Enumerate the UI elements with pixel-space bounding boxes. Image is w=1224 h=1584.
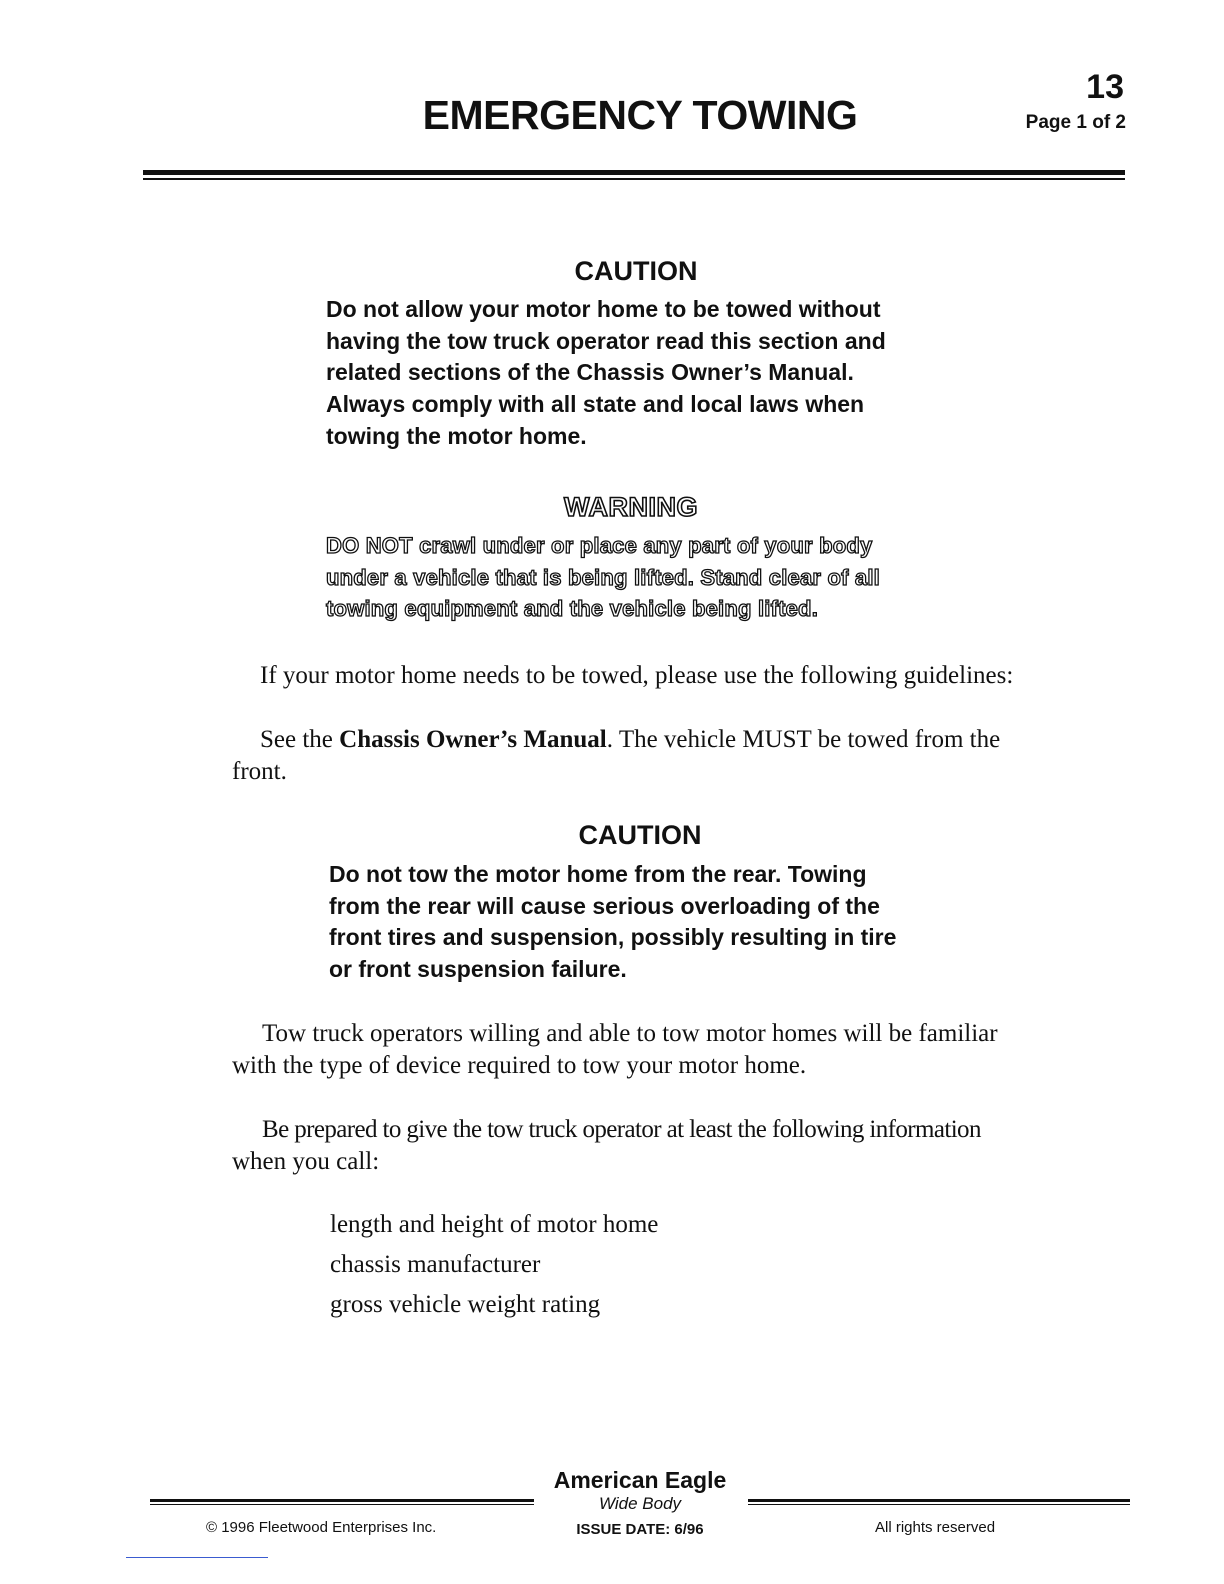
- caution-heading: CAUTION: [574, 256, 698, 286]
- footer-rule-right: [748, 1499, 1130, 1502]
- tow-operators-line-1: Tow truck operators willing and able to tow motor homes will be familiar: [262, 1020, 998, 1047]
- footer-rights: All rights reserved: [875, 1519, 996, 1536]
- caution-line: related sections of the Chassis Owner’s Manual.: [326, 359, 854, 386]
- scan-edge-line: [126, 1557, 268, 1558]
- prepare-line-1: Be prepared to give the tow truck operator at least the following information: [262, 1116, 981, 1143]
- caution-line: Always comply with all state and local laws when: [326, 391, 865, 418]
- warning-notice: [326, 530, 966, 625]
- footer-rule-left: [150, 1499, 534, 1502]
- manual-reference-paragraph: [232, 724, 1062, 788]
- prepare-line-2: when you call:: [232, 1148, 380, 1175]
- caution-line: Do not allow your motor home to be towed without: [326, 296, 881, 322]
- prepare-paragraph: [232, 1114, 1082, 1178]
- page-indicator: Page 1 of 2: [1025, 112, 1126, 133]
- caution-notice-2: [329, 859, 951, 986]
- warning-heading: WARNING: [564, 492, 698, 522]
- caution-line: having the tow truck operator read this section and: [326, 327, 886, 354]
- chapter-number: 13: [1086, 68, 1124, 106]
- warning-line: DO NOT crawl under or place any part of your body: [326, 533, 873, 558]
- warning-line: towing equipment and the vehicle being lifted.: [326, 596, 819, 621]
- info-list: [330, 1205, 850, 1325]
- caution-line: or front suspension failure.: [329, 956, 627, 983]
- caution-line: towing the motor home.: [326, 422, 587, 449]
- footer-copyright: © 1996 Fleetwood Enterprises Inc.: [206, 1519, 437, 1536]
- list-item: chassis manufacturer: [330, 1251, 541, 1278]
- caution-notice: [326, 294, 948, 453]
- footer-brand: American Eagle: [553, 1467, 727, 1493]
- caution-heading-2: CAUTION: [578, 820, 702, 850]
- page-title: EMERGENCY TOWING: [422, 92, 858, 138]
- caution-line: front tires and suspension, possibly resulting in tire: [329, 924, 897, 951]
- header-rule-top: [143, 170, 1125, 175]
- manual-reference-prefix: See the: [260, 726, 340, 753]
- tow-operators-paragraph: [232, 1018, 1072, 1082]
- header-rule-bottom: [143, 178, 1125, 180]
- manual-reference-line-1: [232, 724, 1062, 756]
- footer-model: Wide Body: [598, 1494, 682, 1513]
- manual-reference-line-2: front.: [232, 758, 287, 785]
- tow-operators-line-2: with the type of device required to tow your motor home.: [232, 1052, 807, 1079]
- list-item: length and height of motor home: [330, 1211, 659, 1238]
- footer-rule-left-thin: [150, 1504, 534, 1505]
- list-item: gross vehicle weight rating: [330, 1291, 601, 1318]
- footer-rule-right-thin: [748, 1504, 1130, 1505]
- intro-paragraph: If your motor home needs to be towed, please use the following guidelines:: [260, 662, 1014, 689]
- caution-line: Do not tow the motor home from the rear. Towing: [329, 861, 867, 887]
- manual-reference-suffix: . The vehicle MUST be towed from the: [606, 726, 1001, 753]
- footer-issue-date: ISSUE DATE: 6/96: [576, 1521, 704, 1538]
- warning-line: under a vehicle that is being lifted. Stand clear of all: [326, 564, 880, 590]
- caution-line: from the rear will cause serious overloading of the: [329, 892, 880, 919]
- chassis-manual-title: Chassis Owner’s Manual: [339, 726, 607, 753]
